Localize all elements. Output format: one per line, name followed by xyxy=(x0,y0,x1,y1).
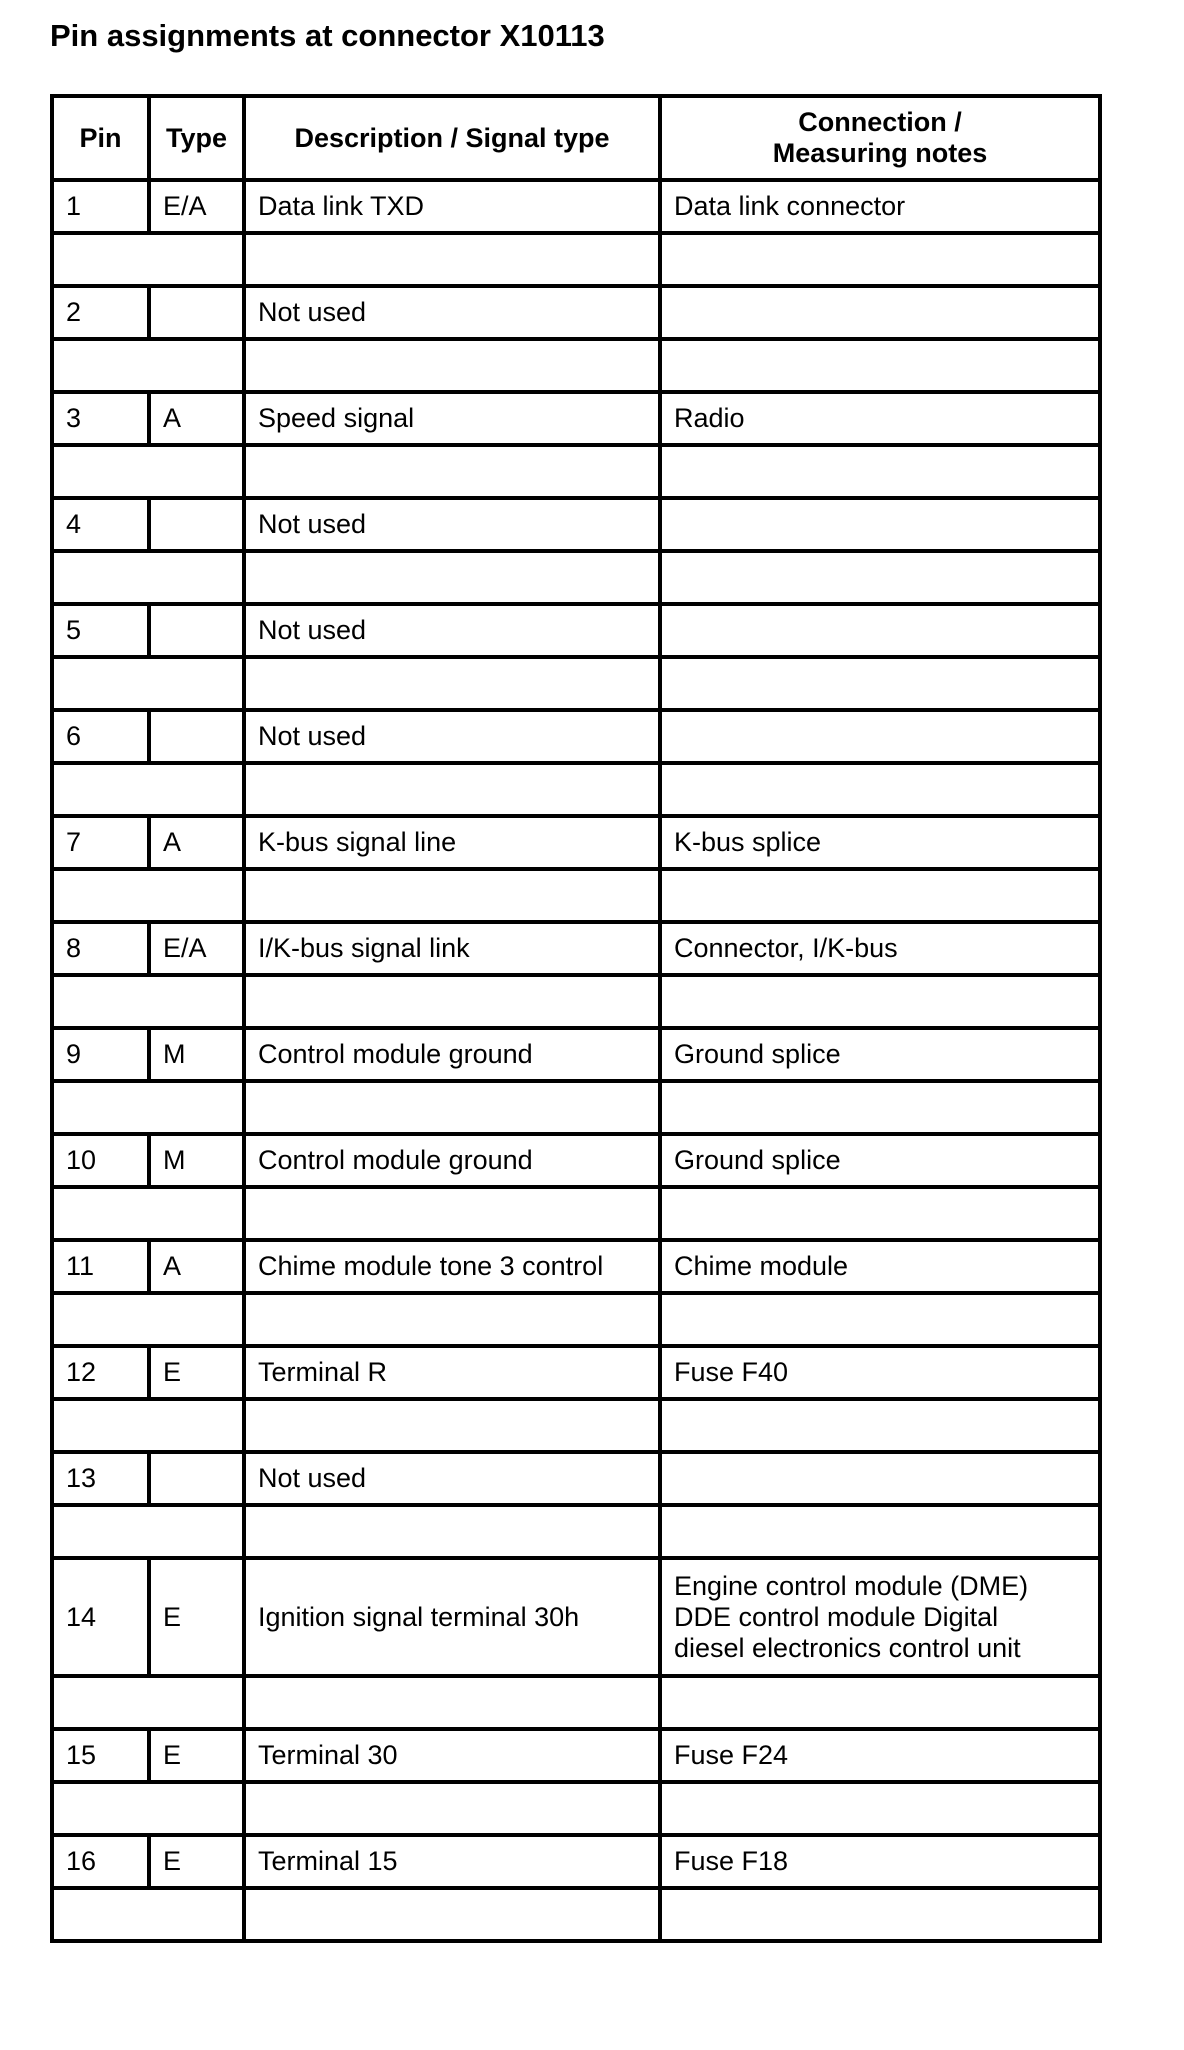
cell-pin: 8 xyxy=(52,922,149,975)
spacer-cell xyxy=(660,657,1100,710)
table-row xyxy=(52,1134,1100,1187)
cell-description: K-bus signal line xyxy=(244,816,660,869)
cell-description: Not used xyxy=(244,1452,660,1505)
cell-type: E xyxy=(149,1729,244,1782)
spacer-cell xyxy=(244,551,660,604)
spacer-cell xyxy=(660,233,1100,286)
cell-connection: Fuse F24 xyxy=(660,1729,1100,1782)
table-body xyxy=(52,180,1100,1941)
cell-pin: 2 xyxy=(52,286,149,339)
cell-connection: Fuse F40 xyxy=(660,1346,1100,1399)
header-connection-line1: Connection / xyxy=(798,107,962,137)
cell-type: A xyxy=(149,392,244,445)
cell-connection xyxy=(660,286,1100,339)
page-title: Pin assignments at connector X10113 xyxy=(50,18,605,53)
spacer-cell xyxy=(52,551,244,604)
cell-pin: 7 xyxy=(52,816,149,869)
spacer-cell xyxy=(52,1187,244,1240)
table-row xyxy=(52,1835,1100,1888)
connection-line: diesel electronics control unit xyxy=(674,1632,1021,1663)
spacer-cell xyxy=(244,1888,660,1941)
cell-type: E xyxy=(149,1835,244,1888)
spacer-cell xyxy=(244,1399,660,1452)
cell-pin: 4 xyxy=(52,498,149,551)
spacer-cell xyxy=(244,1505,660,1558)
spacer-cell xyxy=(244,975,660,1028)
spacer-cell xyxy=(660,1505,1100,1558)
spacer-cell xyxy=(52,1782,244,1835)
table-row xyxy=(52,1346,1100,1399)
spacer-cell xyxy=(244,1782,660,1835)
spacer-cell xyxy=(244,1676,660,1729)
table-row xyxy=(52,286,1100,339)
table-row xyxy=(52,816,1100,869)
spacer-cell xyxy=(660,1187,1100,1240)
cell-type: A xyxy=(149,1240,244,1293)
spacer-cell xyxy=(660,975,1100,1028)
cell-type: E/A xyxy=(149,180,244,233)
cell-description: Terminal 15 xyxy=(244,1835,660,1888)
header-connection-line2: Measuring notes xyxy=(772,138,988,168)
spacer-cell xyxy=(244,1293,660,1346)
cell-pin: 12 xyxy=(52,1346,149,1399)
cell-type xyxy=(149,710,244,763)
table-row xyxy=(52,922,1100,975)
cell-pin: 11 xyxy=(52,1240,149,1293)
cell-type: A xyxy=(149,816,244,869)
spacer-row xyxy=(52,339,1100,392)
cell-type: E xyxy=(149,1346,244,1399)
spacer-cell xyxy=(660,551,1100,604)
cell-description: Not used xyxy=(244,286,660,339)
cell-description: Ignition signal terminal 30h xyxy=(244,1558,660,1676)
spacer-cell xyxy=(52,233,244,286)
spacer-row xyxy=(52,1676,1100,1729)
connection-line: Engine control module (DME) xyxy=(674,1570,1029,1601)
cell-pin: 16 xyxy=(52,1835,149,1888)
spacer-cell xyxy=(660,869,1100,922)
spacer-cell xyxy=(52,339,244,392)
table-row xyxy=(52,392,1100,445)
spacer-cell xyxy=(660,1293,1100,1346)
spacer-cell xyxy=(52,1399,244,1452)
cell-type: E xyxy=(149,1558,244,1676)
cell-connection xyxy=(660,710,1100,763)
spacer-cell xyxy=(244,445,660,498)
spacer-row xyxy=(52,657,1100,710)
spacer-row xyxy=(52,233,1100,286)
cell-pin: 10 xyxy=(52,1134,149,1187)
spacer-cell xyxy=(52,1081,244,1134)
spacer-cell xyxy=(244,233,660,286)
cell-connection xyxy=(660,1452,1100,1505)
cell-pin: 3 xyxy=(52,392,149,445)
cell-connection: K-bus splice xyxy=(660,816,1100,869)
cell-description: Control module ground xyxy=(244,1028,660,1081)
cell-type xyxy=(149,604,244,657)
spacer-cell xyxy=(244,1187,660,1240)
cell-connection: Chime module xyxy=(660,1240,1100,1293)
cell-connection: Fuse F18 xyxy=(660,1835,1100,1888)
spacer-cell xyxy=(52,763,244,816)
cell-description: Terminal R xyxy=(244,1346,660,1399)
cell-description: Not used xyxy=(244,604,660,657)
spacer-cell xyxy=(660,763,1100,816)
cell-description: Not used xyxy=(244,498,660,551)
table-header-row xyxy=(52,96,1100,180)
spacer-row xyxy=(52,551,1100,604)
spacer-cell xyxy=(660,1676,1100,1729)
cell-type: M xyxy=(149,1028,244,1081)
cell-connection: Data link connector xyxy=(660,180,1100,233)
table-row xyxy=(52,710,1100,763)
spacer-cell xyxy=(244,869,660,922)
spacer-row xyxy=(52,869,1100,922)
cell-description: Control module ground xyxy=(244,1134,660,1187)
cell-description: I/K-bus signal link xyxy=(244,922,660,975)
header-description: Description / Signal type xyxy=(244,96,660,180)
spacer-cell xyxy=(52,869,244,922)
spacer-cell xyxy=(244,1081,660,1134)
cell-pin: 1 xyxy=(52,180,149,233)
spacer-cell xyxy=(52,1888,244,1941)
cell-connection xyxy=(660,498,1100,551)
cell-description: Chime module tone 3 control xyxy=(244,1240,660,1293)
table-row xyxy=(52,604,1100,657)
spacer-row xyxy=(52,445,1100,498)
spacer-cell xyxy=(244,339,660,392)
cell-pin: 6 xyxy=(52,710,149,763)
spacer-cell xyxy=(660,339,1100,392)
cell-connection xyxy=(660,1558,1100,1676)
spacer-cell xyxy=(52,1676,244,1729)
cell-type xyxy=(149,498,244,551)
cell-type xyxy=(149,1452,244,1505)
cell-pin: 5 xyxy=(52,604,149,657)
cell-description: Speed signal xyxy=(244,392,660,445)
pin-assignment-table xyxy=(50,94,1102,1943)
cell-type xyxy=(149,286,244,339)
table-row xyxy=(52,1558,1100,1676)
spacer-cell xyxy=(660,445,1100,498)
header-pin: Pin xyxy=(52,96,149,180)
spacer-row xyxy=(52,1505,1100,1558)
header-connection xyxy=(660,96,1100,180)
cell-connection: Ground splice xyxy=(660,1134,1100,1187)
cell-description: Not used xyxy=(244,710,660,763)
table-row xyxy=(52,180,1100,233)
spacer-row xyxy=(52,1081,1100,1134)
spacer-row xyxy=(52,975,1100,1028)
header-type: Type xyxy=(149,96,244,180)
table-row xyxy=(52,1452,1100,1505)
spacer-cell xyxy=(660,1081,1100,1134)
cell-pin: 15 xyxy=(52,1729,149,1782)
cell-description: Terminal 30 xyxy=(244,1729,660,1782)
cell-type: E/A xyxy=(149,922,244,975)
cell-description: Data link TXD xyxy=(244,180,660,233)
cell-connection: Radio xyxy=(660,392,1100,445)
spacer-cell xyxy=(244,763,660,816)
table-row xyxy=(52,1729,1100,1782)
spacer-row xyxy=(52,1888,1100,1941)
table-row xyxy=(52,1028,1100,1081)
cell-type: M xyxy=(149,1134,244,1187)
spacer-row xyxy=(52,1399,1100,1452)
cell-connection: Connector, I/K-bus xyxy=(660,922,1100,975)
spacer-cell xyxy=(52,1505,244,1558)
connection-line: DDE control module Digital xyxy=(674,1601,999,1632)
spacer-row xyxy=(52,1782,1100,1835)
spacer-cell xyxy=(52,1293,244,1346)
spacer-cell xyxy=(660,1782,1100,1835)
spacer-cell xyxy=(660,1888,1100,1941)
spacer-row xyxy=(52,1293,1100,1346)
cell-pin: 14 xyxy=(52,1558,149,1676)
cell-connection: Ground splice xyxy=(660,1028,1100,1081)
cell-connection xyxy=(660,604,1100,657)
cell-pin: 13 xyxy=(52,1452,149,1505)
spacer-cell xyxy=(52,975,244,1028)
table-row xyxy=(52,498,1100,551)
cell-pin: 9 xyxy=(52,1028,149,1081)
spacer-row xyxy=(52,763,1100,816)
spacer-cell xyxy=(52,445,244,498)
spacer-cell xyxy=(244,657,660,710)
table-row xyxy=(52,1240,1100,1293)
spacer-cell xyxy=(52,657,244,710)
spacer-cell xyxy=(660,1399,1100,1452)
spacer-row xyxy=(52,1187,1100,1240)
